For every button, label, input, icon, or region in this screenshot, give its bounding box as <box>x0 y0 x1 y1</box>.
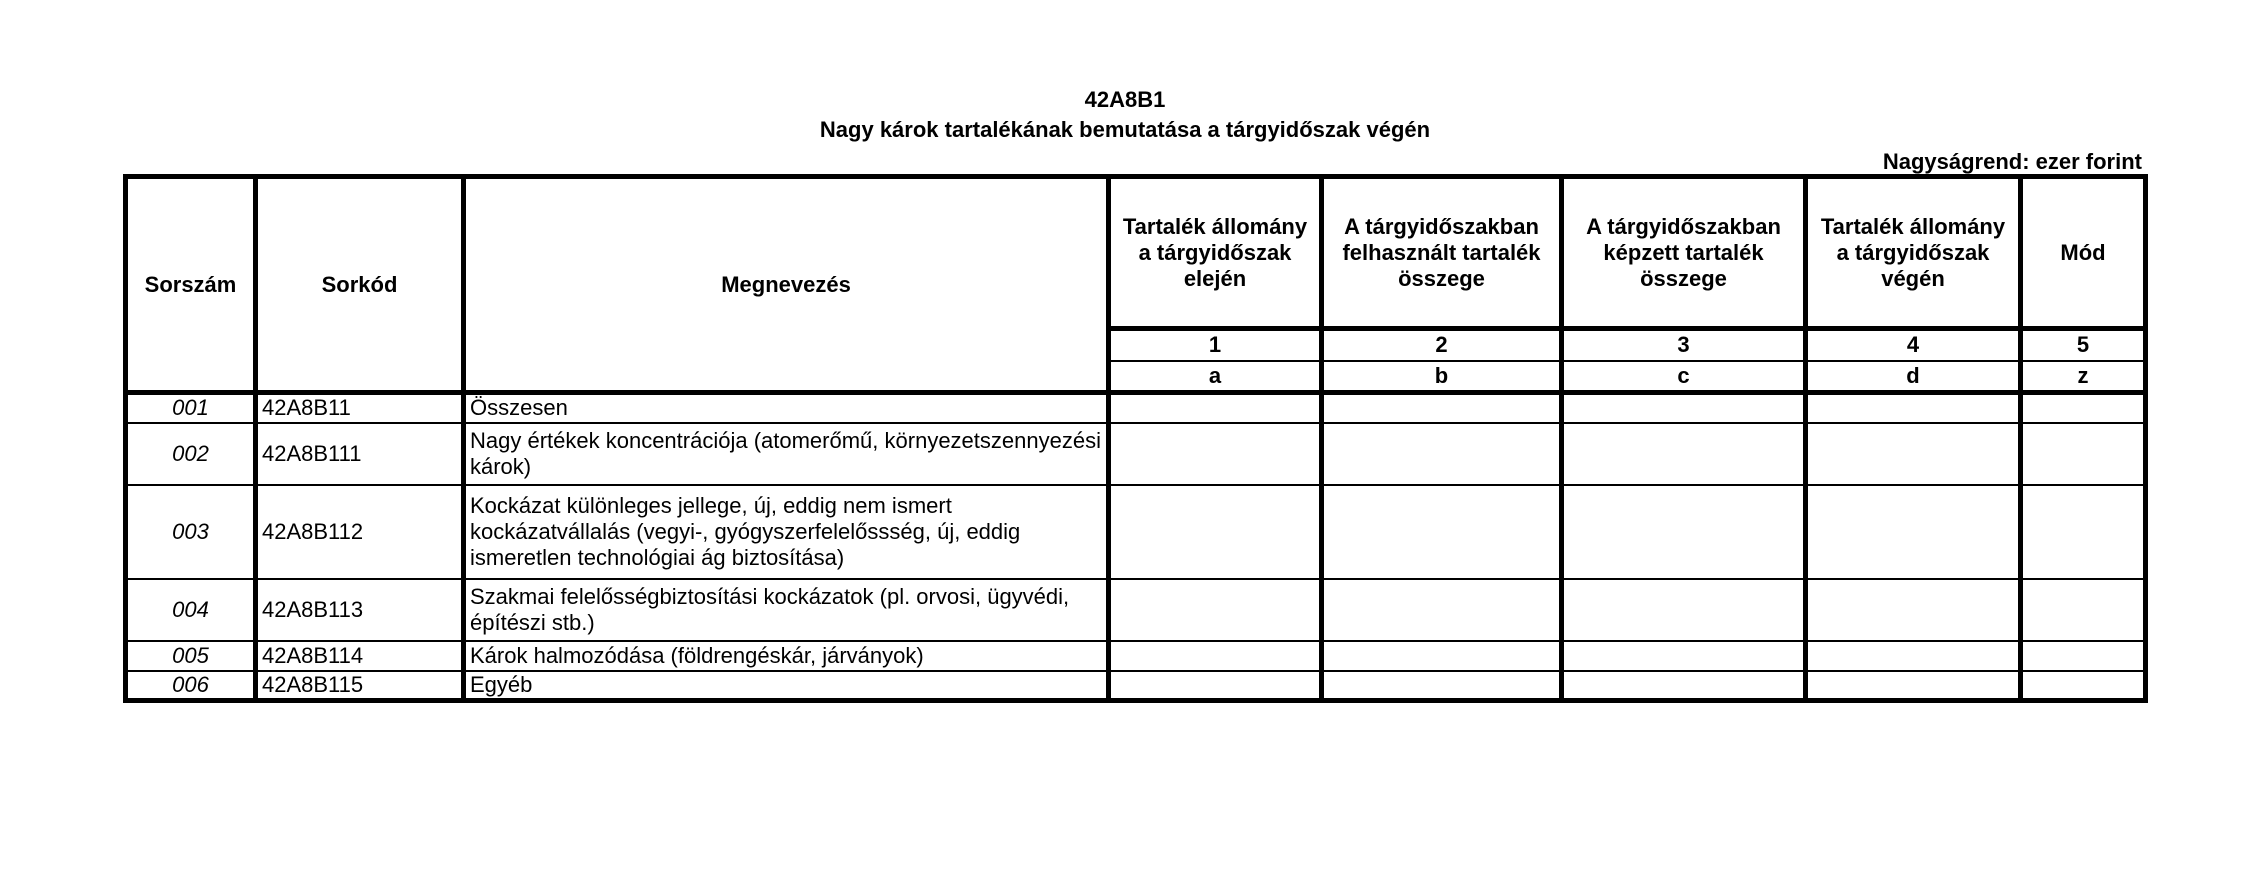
data-table <box>123 174 2148 703</box>
col-letter: d <box>1806 361 2021 393</box>
table-row <box>126 423 2146 485</box>
value-cell[interactable] <box>1562 485 1806 579</box>
value-cell[interactable] <box>2021 579 2146 641</box>
value-cell[interactable] <box>1109 393 1322 423</box>
col-number: 2 <box>1322 329 1562 361</box>
row-megnevezes: Kockázat különleges jellege, új, eddig nem ismert kockázatvállalás (vegyi-, gyógyszerfelelőssség, új, eddig ismeretlen technológiai ág biztosítása) <box>464 485 1109 579</box>
value-cell[interactable] <box>1109 423 1322 485</box>
col-letter: c <box>1562 361 1806 393</box>
row-sorszam: 004 <box>126 579 256 641</box>
row-megnevezes: Szakmai felelősségbiztosítási kockázatok (pl. orvosi, ügyvédi, építészi stb.) <box>464 579 1109 641</box>
row-sorkod: 42A8B115 <box>256 671 464 701</box>
row-sorszam: 003 <box>126 485 256 579</box>
col-letter: z <box>2021 361 2146 393</box>
col-number: 4 <box>1806 329 2021 361</box>
row-sorszam: 002 <box>126 423 256 485</box>
row-sorkod: 42A8B113 <box>256 579 464 641</box>
value-cell[interactable] <box>1806 485 2021 579</box>
row-sorkod: 42A8B114 <box>256 641 464 671</box>
row-sorszam: 005 <box>126 641 256 671</box>
row-megnevezes: Összesen <box>464 393 1109 423</box>
value-cell[interactable] <box>1322 671 1562 701</box>
row-sorszam: 001 <box>126 393 256 423</box>
value-cell[interactable] <box>1562 579 1806 641</box>
value-cell[interactable] <box>1322 423 1562 485</box>
col-number: 3 <box>1562 329 1806 361</box>
value-cell[interactable] <box>1109 671 1322 701</box>
table-row <box>126 671 2146 701</box>
value-cell[interactable] <box>1806 393 2021 423</box>
value-cell[interactable] <box>1562 641 1806 671</box>
value-cell[interactable] <box>2021 641 2146 671</box>
table-row <box>126 485 2146 579</box>
value-cell[interactable] <box>1109 641 1322 671</box>
value-cell[interactable] <box>2021 393 2146 423</box>
value-cell[interactable] <box>1806 641 2021 671</box>
header-sorkod: Sorkód <box>256 177 464 393</box>
header-sorszam: Sorszám <box>126 177 256 393</box>
row-sorkod: 42A8B11 <box>256 393 464 423</box>
row-sorkod: 42A8B112 <box>256 485 464 579</box>
table-row <box>126 579 2146 641</box>
page-title: Nagy károk tartalékának bemutatása a tárgyidőszak végén <box>819 117 1431 142</box>
header-col-4: Tartalék állomány a tárgyidőszak végén <box>1806 177 2021 329</box>
value-cell[interactable] <box>1562 393 1806 423</box>
col-letter: b <box>1322 361 1562 393</box>
value-cell[interactable] <box>1109 579 1322 641</box>
value-cell[interactable] <box>2021 671 2146 701</box>
unit-label: Nagyságrend: ezer forint <box>1882 149 2142 174</box>
value-cell[interactable] <box>1806 579 2021 641</box>
row-megnevezes: Egyéb <box>464 671 1109 701</box>
value-cell[interactable] <box>1806 671 2021 701</box>
value-cell[interactable] <box>2021 423 2146 485</box>
value-cell[interactable] <box>1322 641 1562 671</box>
value-cell[interactable] <box>2021 485 2146 579</box>
value-cell[interactable] <box>1322 579 1562 641</box>
header-col-3: A tárgyidőszakban képzett tartalék összege <box>1562 177 1806 329</box>
value-cell[interactable] <box>1322 393 1562 423</box>
row-sorszam: 006 <box>126 671 256 701</box>
row-megnevezes: Károk halmozódása (földrengéskár, járványok) <box>464 641 1109 671</box>
value-cell[interactable] <box>1562 671 1806 701</box>
value-cell[interactable] <box>1109 485 1322 579</box>
table-code: 42A8B1 <box>1084 87 1166 112</box>
header-col-5: Mód <box>2021 177 2146 329</box>
row-megnevezes: Nagy értékek koncentrációja (atomerőmű, környezetszennyezési károk) <box>464 423 1109 485</box>
header-col-2: A tárgyidőszakban felhasznált tartalék összege <box>1322 177 1562 329</box>
table-row <box>126 641 2146 671</box>
value-cell[interactable] <box>1562 423 1806 485</box>
col-number: 5 <box>2021 329 2146 361</box>
col-letter: a <box>1109 361 1322 393</box>
header-megnevezes: Megnevezés <box>464 177 1109 393</box>
header-col-1: Tartalék állomány a tárgyidőszak elején <box>1109 177 1322 329</box>
row-sorkod: 42A8B111 <box>256 423 464 485</box>
value-cell[interactable] <box>1322 485 1562 579</box>
col-number: 1 <box>1109 329 1322 361</box>
table-row <box>126 393 2146 423</box>
value-cell[interactable] <box>1806 423 2021 485</box>
